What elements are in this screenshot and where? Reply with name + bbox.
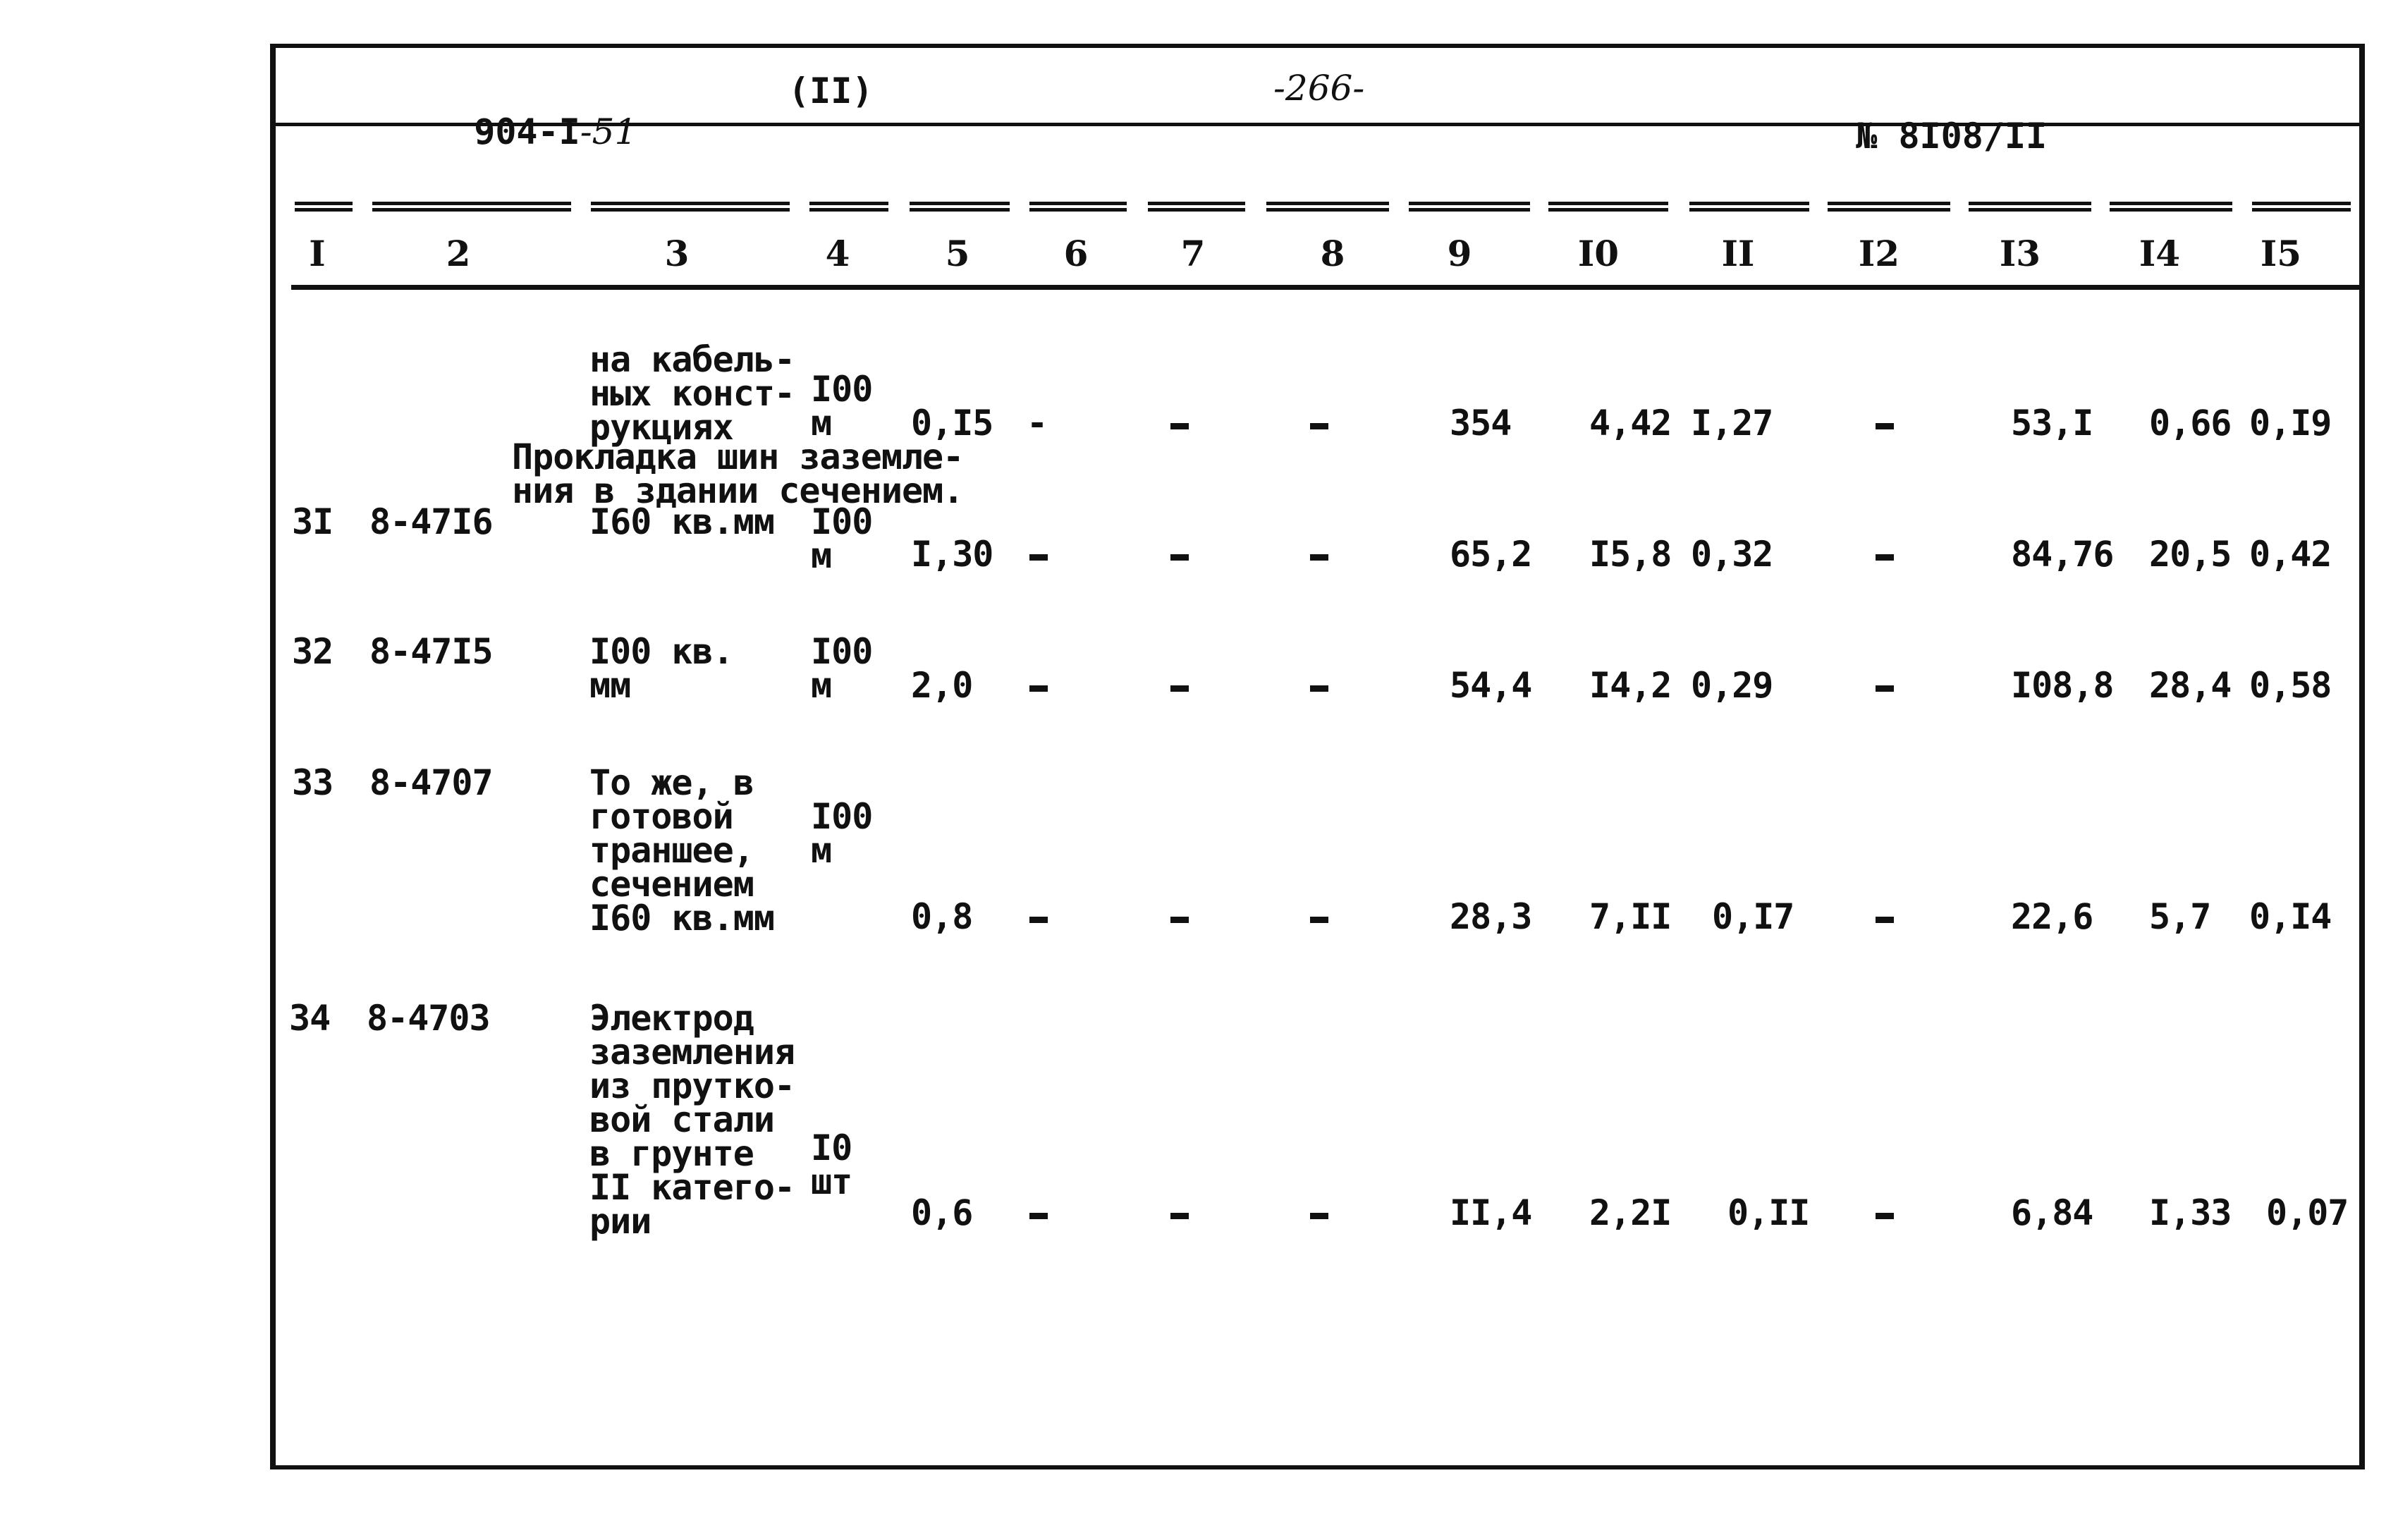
row-34-c12 — [1876, 1213, 1894, 1219]
row-34-num: 34 — [289, 998, 331, 1039]
row-33-c10: 7,II — [1589, 896, 1672, 937]
row-32-c9: 54,4 — [1450, 665, 1532, 706]
row-33-c13: 22,6 — [2011, 896, 2093, 937]
col-num-11: II — [1721, 233, 1755, 274]
row-31-c6 — [1029, 554, 1048, 561]
col-num-2: 2 — [446, 233, 471, 274]
column-header-rule-segment — [1548, 202, 1668, 212]
row-33-c7 — [1170, 917, 1189, 923]
row-31-c5: I,30 — [911, 534, 993, 575]
column-header-rule-segment — [1828, 202, 1950, 212]
col-num-12: I2 — [1858, 233, 1900, 274]
column-header-rule-segment — [2252, 202, 2351, 212]
row-34-c8 — [1310, 1213, 1328, 1219]
column-header-rule-segment — [1409, 202, 1530, 212]
row-0-c6: - — [1027, 403, 1048, 444]
col-num-6: 6 — [1063, 233, 1089, 274]
row-0-c15: 0,I9 — [2249, 403, 2332, 444]
row-0-c14: 0,66 — [2149, 403, 2232, 444]
row-32-c7 — [1170, 685, 1189, 692]
column-header-rule-segment — [2110, 202, 2232, 212]
row-33-c12 — [1876, 917, 1894, 923]
part-label: (II) — [788, 71, 874, 111]
row-33-c11: 0,I7 — [1712, 896, 1794, 937]
row-33-c6 — [1029, 917, 1048, 923]
row-34-code: 8-4703 — [367, 998, 490, 1039]
row-33-c15: 0,I4 — [2249, 896, 2332, 937]
row-31-c9: 65,2 — [1450, 534, 1532, 575]
row-34-c6 — [1029, 1213, 1048, 1219]
row-34-c10: 2,2I — [1589, 1192, 1672, 1233]
col-num-13: I3 — [1999, 233, 2041, 274]
column-header-rule-segment — [372, 202, 571, 212]
row-32-c12 — [1876, 685, 1894, 692]
col-num-10: I0 — [1577, 233, 1620, 274]
row-31-num: 3I — [292, 501, 334, 542]
row-34-c9: II,4 — [1450, 1192, 1532, 1233]
row-0-c8 — [1310, 423, 1328, 429]
row-32-c11: 0,29 — [1691, 665, 1773, 706]
column-header-rule-segment — [295, 202, 353, 212]
col-num-1: I — [309, 233, 326, 274]
number-sign-icon: № — [1856, 116, 1899, 157]
row-0-c9: 354 — [1450, 403, 1512, 444]
page-number: -266- — [1273, 68, 1365, 109]
row-33-c14: 5,7 — [2149, 896, 2211, 937]
col-num-8: 8 — [1320, 233, 1345, 274]
row-33-c8 — [1310, 917, 1328, 923]
row-32-c5: 2,0 — [911, 665, 973, 706]
row-33-c9: 28,3 — [1450, 896, 1532, 937]
row-32-c10: I4,2 — [1589, 665, 1672, 706]
column-header-rule-segment — [1969, 202, 2091, 212]
col-num-7: 7 — [1180, 233, 1206, 274]
column-header-rule-segment — [910, 202, 1010, 212]
row-0-c13: 53,I — [2011, 403, 2093, 444]
col-num-4: 4 — [825, 233, 850, 274]
row-32-c13: I08,8 — [2011, 665, 2114, 706]
col-num-9: 9 — [1447, 233, 1472, 274]
row-34-c5: 0,6 — [911, 1192, 973, 1233]
row-31-c15: 0,42 — [2249, 534, 2332, 575]
row-31-desc: I60 кв.мм — [589, 501, 774, 542]
row-32-c15: 0,58 — [2249, 665, 2332, 706]
row-0-desc: на кабель- ных конст- рукциях — [589, 339, 795, 448]
row-32-c8 — [1310, 685, 1328, 692]
row-31-c10: I5,8 — [1589, 534, 1672, 575]
col-num-5: 5 — [945, 233, 970, 274]
row-0-c12 — [1876, 423, 1894, 429]
row-31-c8 — [1310, 554, 1328, 561]
row-0-c7 — [1170, 423, 1189, 429]
doc-code-printed: 904-I — [474, 111, 580, 152]
column-header-bottom-rule — [291, 285, 2361, 290]
row-32-unit: I00 м — [811, 631, 873, 706]
col-num-15: I5 — [2260, 233, 2302, 274]
row-0-c5: 0,I5 — [911, 403, 993, 444]
row-31-c7 — [1170, 554, 1189, 561]
row-34-c15: 0,07 — [2266, 1192, 2349, 1233]
section-heading: Прокладка шин заземле- ния в здании сечением. — [512, 436, 964, 511]
row-33-code: 8-4707 — [369, 762, 493, 803]
column-header-rule-segment — [1029, 202, 1127, 212]
row-32-c14: 28,4 — [2149, 665, 2232, 706]
row-0-unit: I00 м — [811, 369, 873, 444]
row-32-code: 8-47I5 — [369, 631, 493, 672]
column-header-rule-segment — [591, 202, 790, 212]
row-31-c12 — [1876, 554, 1894, 561]
row-34-c13: 6,84 — [2011, 1192, 2093, 1233]
row-31-c13: 84,76 — [2011, 534, 2114, 575]
row-32-c6 — [1029, 685, 1048, 692]
column-header-rule-segment — [809, 202, 888, 212]
row-33-unit: I00 м — [811, 796, 873, 871]
doc-code-handwritten: -51 — [580, 111, 637, 152]
row-0-c10: 4,42 — [1589, 403, 1672, 444]
row-31-code: 8-47I6 — [369, 501, 493, 542]
row-33-num: 33 — [292, 762, 334, 803]
column-header-rule-segment — [1148, 202, 1245, 212]
row-34-unit: I0 шт — [811, 1128, 852, 1202]
row-34-desc: Электрод заземления из прутко- вой стали в грунте II катего- рии — [589, 998, 795, 1242]
row-31-c14: 20,5 — [2149, 534, 2232, 575]
row-34-c14: I,33 — [2149, 1192, 2232, 1233]
row-34-c7 — [1170, 1213, 1189, 1219]
document-number — [1813, 75, 2047, 157]
row-31-unit: I00 м — [811, 501, 873, 576]
row-33-c5: 0,8 — [911, 896, 973, 937]
col-num-14: I4 — [2139, 233, 2181, 274]
document-number-value: 8I08/II — [1898, 116, 2048, 157]
row-31-c11: 0,32 — [1691, 534, 1773, 575]
column-header-rule-segment — [1689, 202, 1809, 212]
row-32-desc: I00 кв. мм — [589, 631, 733, 706]
col-num-3: 3 — [664, 233, 690, 274]
row-0-c11: I,27 — [1691, 403, 1773, 444]
doc-code — [432, 71, 637, 152]
row-33-desc: То же, в готовой траншее, сечением I60 кв.мм — [589, 762, 774, 939]
row-32-num: 32 — [292, 631, 334, 672]
column-header-rule-segment — [1266, 202, 1389, 212]
row-34-c11: 0,II — [1727, 1192, 1810, 1233]
